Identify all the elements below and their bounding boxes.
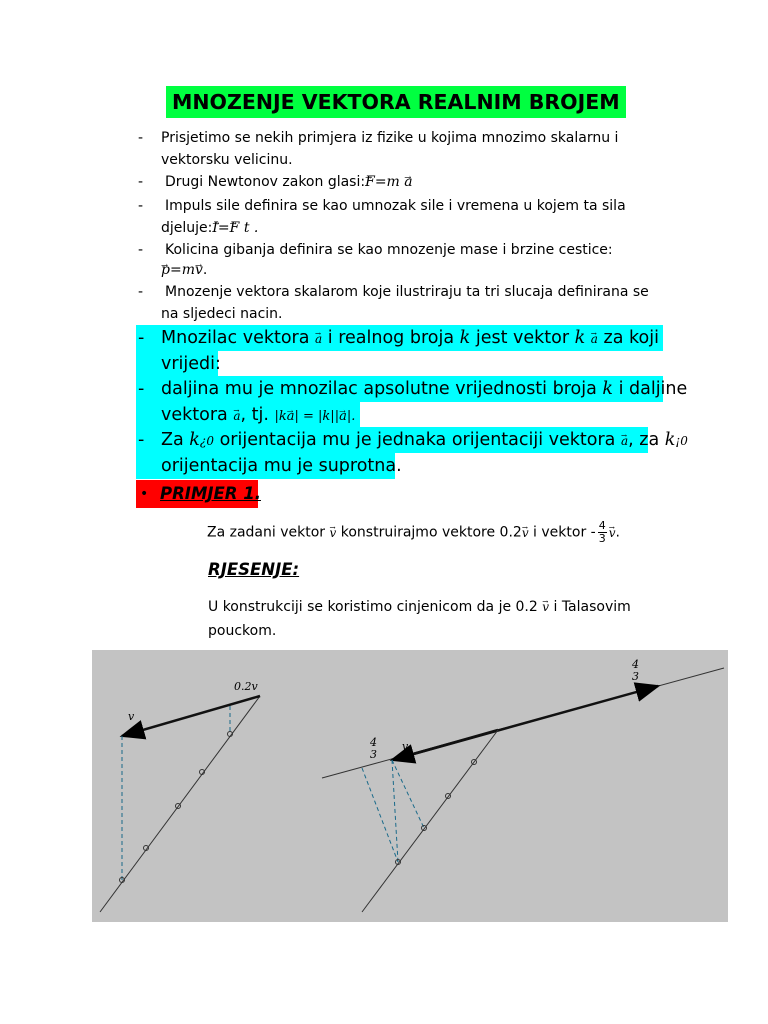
def-text: Za	[161, 430, 184, 450]
equals-sign: =	[217, 220, 230, 236]
equals-m: =m	[169, 262, 195, 278]
line-1b: vektorsku velicinu.	[161, 152, 293, 168]
vector-v: → v	[522, 522, 529, 544]
definition-line-6: orijentacija mu je suprotna.	[161, 456, 402, 476]
label-v-mid: v	[402, 740, 409, 753]
task-text: .	[615, 524, 620, 541]
line-1a: Prisjetimo se nekih primjera iz fizike u kojima mnozimo skalarnu i	[161, 130, 619, 146]
vector-a: → a	[621, 428, 628, 454]
vector-a: → a	[233, 403, 240, 429]
vector-a: → a	[315, 326, 322, 352]
label-43-left-den: 3	[370, 748, 377, 761]
solution-line-1	[208, 596, 631, 618]
bullet: •	[140, 486, 149, 502]
line-4a: Kolicina gibanja definira se kao mnozenje mase i brzine cestice:	[165, 242, 613, 258]
numerator: 4	[598, 519, 606, 532]
dash: -	[138, 328, 145, 348]
def-text: daljina mu je mnozilac apsolutne vrijednosti broja	[161, 379, 597, 399]
scalar-k: k	[602, 379, 613, 399]
abs-end: |.	[346, 409, 356, 424]
force-vector: → F	[230, 217, 240, 239]
scalar-k: k	[459, 328, 471, 348]
dashed-parallel	[392, 760, 424, 828]
label-43-left-num: 4	[370, 736, 377, 749]
scalar-k: k	[189, 430, 200, 450]
solution-heading: RJESENJE:	[208, 560, 300, 579]
construction-diagram	[92, 650, 728, 922]
line-5a: Mnozenje vektora skalarom koje ilustriraju ta tri slucaja definirana se	[165, 284, 649, 300]
scalar-k: k	[664, 430, 676, 450]
vector-v: → v	[330, 522, 337, 544]
label-43-right-den: 3	[632, 670, 639, 683]
def-text-b: i realnog broja	[327, 328, 455, 348]
line-5b: na sljedeci nacin.	[161, 306, 283, 322]
definition-line-2: vrijedi:	[161, 354, 221, 374]
dash: -	[138, 130, 144, 146]
dash: -	[138, 430, 145, 450]
definition-line-5	[161, 427, 688, 454]
dashed-parallel	[362, 768, 398, 862]
task-text: Za zadani vektor	[207, 524, 326, 541]
denominator: 3	[598, 532, 606, 545]
construction-figure	[92, 650, 728, 922]
def-text-d: za koji	[603, 328, 659, 348]
fraction	[598, 520, 607, 545]
label-02v: 0.2v	[234, 680, 258, 693]
definition-line-4	[161, 402, 355, 430]
line-3b	[161, 217, 258, 239]
def-text: orijentacija mu je jednaka orijentaciji vektora	[219, 430, 616, 450]
line-3a: Impuls sile definira se kao umnozak sile i vremena u kojem ta sila	[165, 198, 626, 214]
acceleration-vector: → a	[404, 171, 412, 193]
condition: ¿0	[199, 434, 214, 448]
definition-line-3	[161, 376, 687, 402]
line-2	[165, 171, 413, 193]
dash: -	[138, 198, 144, 214]
dash: -	[138, 284, 144, 300]
dash: -	[138, 242, 144, 258]
line-2-text: Drugi Newtonov zakon glasi:	[165, 174, 366, 190]
vector-v: → v	[609, 522, 616, 544]
equals-m: =m	[374, 174, 400, 190]
line-4b	[161, 259, 207, 281]
line-3b-text: djeluje:	[161, 220, 213, 236]
page-title: MNOZENJE VEKTORA REALNIM BROJEM	[166, 86, 626, 118]
abs-k: |k	[274, 409, 287, 424]
vector-a: → a	[339, 404, 347, 430]
momentum-vector: → p	[161, 259, 170, 281]
vector-a: → a	[591, 326, 598, 352]
condition: ¡0	[675, 434, 688, 448]
dash: -	[138, 174, 144, 190]
def-text: , tj.	[240, 405, 269, 425]
example-label: PRIMJER 1.	[160, 484, 261, 503]
abs-mid: | = |k||	[294, 409, 340, 424]
solution-line-2: pouckom.	[208, 623, 277, 639]
abs-eq	[274, 409, 355, 424]
period: .	[202, 262, 208, 278]
dashed-parallel	[392, 760, 398, 862]
vector-v: → v	[542, 596, 549, 618]
label-v-left: v	[128, 710, 135, 723]
task-text: konstruirajmo vektore 0.2	[340, 524, 522, 541]
solution-text: i Talasovim	[553, 599, 631, 615]
impulse-vector: → I	[212, 217, 218, 239]
def-text: , za	[628, 430, 660, 450]
velocity-vector: → v	[195, 259, 203, 281]
point	[446, 794, 451, 799]
vector-v-left	[122, 696, 260, 736]
task-text: i vektor -	[533, 524, 596, 541]
scalar-k: k	[574, 328, 586, 348]
label-43-right-num: 4	[632, 658, 639, 671]
vector-a: → a	[287, 404, 295, 430]
example-task	[207, 520, 620, 545]
solution-text: U konstrukciji se koristimo cinjenicom da je 0.2	[208, 599, 538, 615]
force-vector: → F	[365, 171, 375, 193]
def-text: i daljine	[618, 379, 688, 399]
dash: -	[138, 379, 145, 399]
def-text-a: Mnozilac vektora	[161, 328, 310, 348]
def-text: vektora	[161, 405, 228, 425]
time-var: t .	[243, 220, 259, 236]
def-text-c: jest vektor	[475, 328, 570, 348]
definition-line-1	[161, 325, 659, 352]
